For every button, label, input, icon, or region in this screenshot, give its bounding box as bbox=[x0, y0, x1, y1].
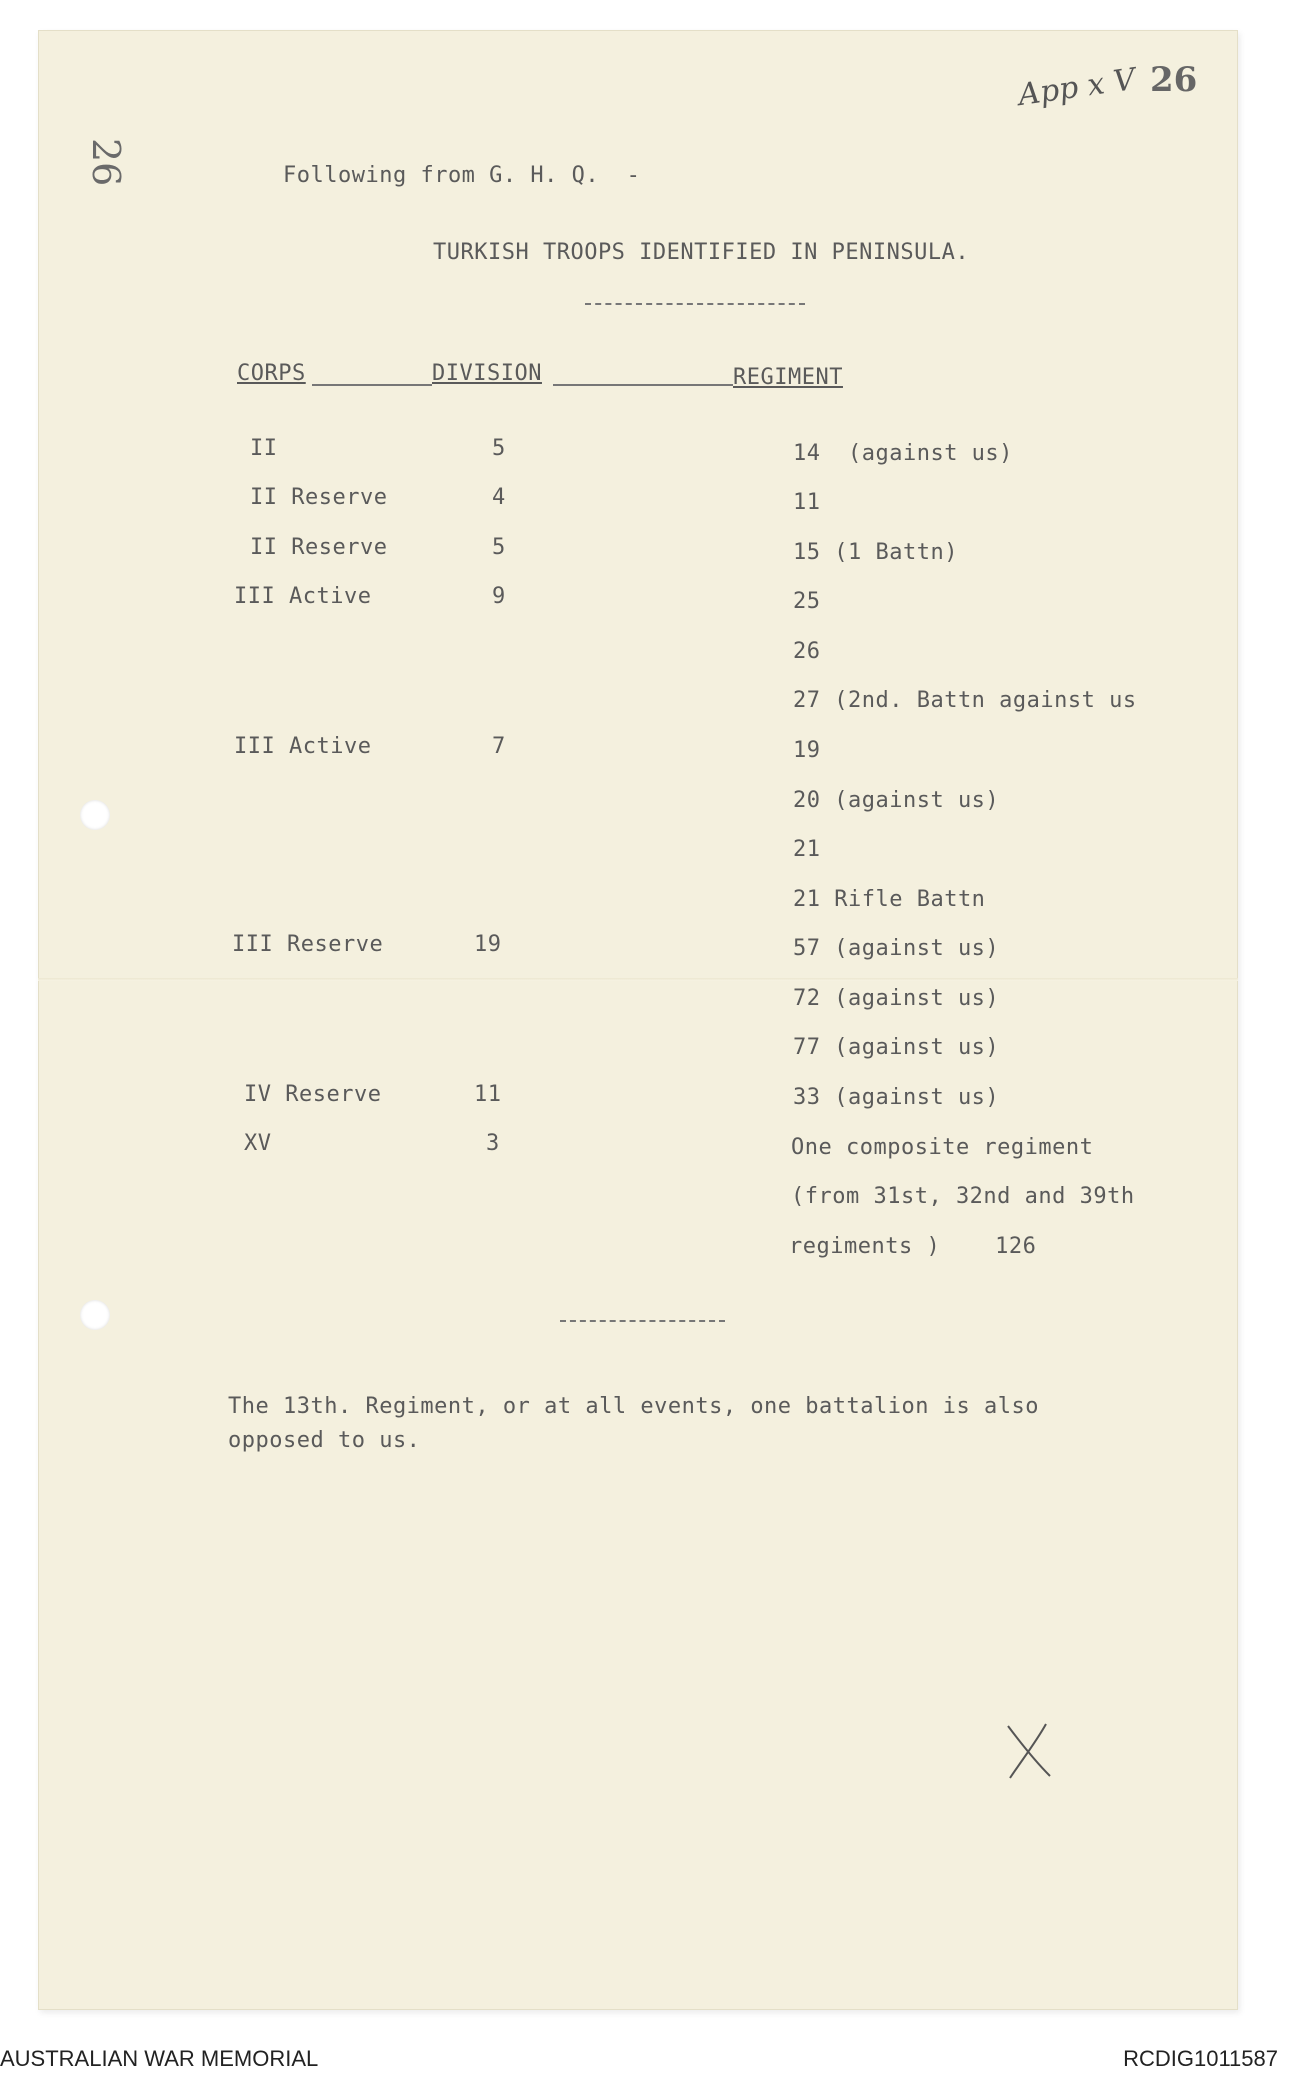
footer-archive-name: AUSTRALIAN WAR MEMORIAL bbox=[0, 2046, 319, 2071]
left-page-number: 26 bbox=[84, 138, 128, 187]
regiment-cell: 77 (against us) bbox=[793, 1035, 1000, 1060]
regiment-cell: 57 (against us) bbox=[793, 936, 1000, 961]
page-number: 26 bbox=[1150, 60, 1198, 100]
regiment-cell: 14 (against us) bbox=[793, 441, 1013, 466]
note-line: The 13th. Regiment, or at all events, one battalion is also bbox=[228, 1394, 1039, 1419]
division-cell: 9 bbox=[492, 584, 506, 609]
appendix-mark: App x V bbox=[1016, 61, 1138, 114]
regiment-cell: 21 Rifle Battn bbox=[793, 887, 986, 912]
division-cell: 5 bbox=[492, 436, 506, 461]
regiment-cell: 27 (2nd. Battn against us bbox=[793, 688, 1137, 713]
regiment-cell: 19 bbox=[793, 738, 821, 763]
division-cell: 5 bbox=[492, 535, 506, 560]
regiment-cell: 72 (against us) bbox=[793, 986, 1000, 1011]
document-title: TURKISH TROOPS IDENTIFIED IN PENINSULA. bbox=[433, 240, 970, 265]
regiment-cell: One composite regiment bbox=[791, 1135, 1094, 1160]
note-line: opposed to us. bbox=[228, 1428, 421, 1453]
title-rule bbox=[585, 303, 805, 305]
corps-cell: III Reserve bbox=[232, 932, 384, 957]
document-sheet bbox=[38, 30, 1238, 2010]
corps-cell: II Reserve bbox=[250, 535, 388, 560]
corps-cell: II bbox=[250, 436, 278, 461]
regiment-cell: 26 bbox=[793, 639, 821, 664]
regiment-cell: 21 bbox=[793, 837, 821, 862]
punch-hole bbox=[80, 1300, 110, 1330]
corps-header: CORPS bbox=[237, 361, 306, 386]
regiment-cell: 15 (1 Battn) bbox=[793, 540, 958, 565]
regiment-cell: regiments ) 126 bbox=[789, 1234, 1037, 1259]
division-cell: 3 bbox=[486, 1131, 500, 1156]
punch-hole bbox=[80, 800, 110, 830]
regiment-cell: 25 bbox=[793, 589, 821, 614]
regiment-cell: (from 31st, 32nd and 39th bbox=[791, 1184, 1135, 1209]
paper-fold bbox=[38, 978, 1238, 981]
division-header: DIVISION bbox=[432, 361, 542, 386]
corps-cell: III Active bbox=[234, 734, 372, 759]
section-rule bbox=[560, 1320, 725, 1322]
corps-cell: III Active bbox=[234, 584, 372, 609]
division-cell: 4 bbox=[492, 485, 506, 510]
header-rule bbox=[553, 384, 733, 386]
division-cell: 19 bbox=[474, 932, 502, 957]
corps-cell: XV bbox=[244, 1131, 272, 1156]
handwritten-cross-mark bbox=[1000, 1720, 1060, 1780]
regiment-cell: 20 (against us) bbox=[793, 788, 1000, 813]
corps-cell: II Reserve bbox=[250, 485, 388, 510]
division-cell: 7 bbox=[492, 734, 506, 759]
corps-cell: IV Reserve bbox=[244, 1082, 382, 1107]
regiment-cell: 33 (against us) bbox=[793, 1085, 1000, 1110]
header-rule bbox=[312, 384, 432, 386]
regiment-header: REGIMENT bbox=[733, 365, 843, 390]
regiment-cell: 11 bbox=[793, 490, 821, 515]
from-line: Following from G. H. Q. - bbox=[283, 163, 641, 188]
division-cell: 11 bbox=[474, 1082, 502, 1107]
footer-record-id: RCDIG1011587 bbox=[1123, 2046, 1278, 2071]
